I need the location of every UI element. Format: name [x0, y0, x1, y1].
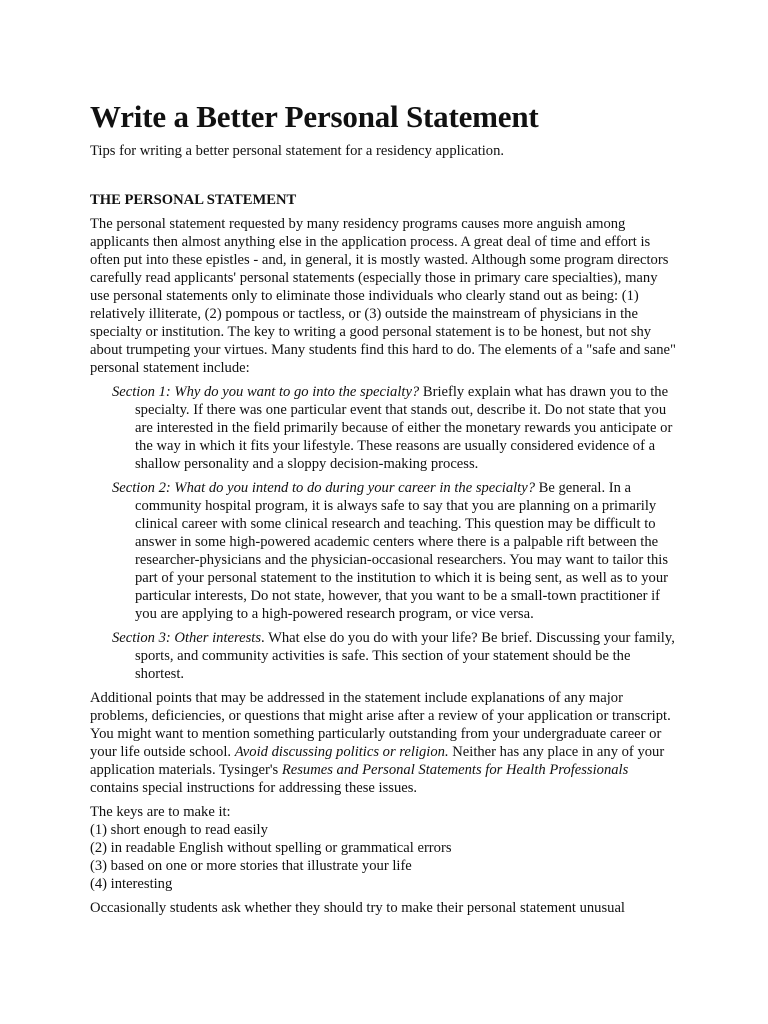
additional-part-2: Neither has any place in any of your application materials. Tysinger's	[90, 744, 665, 778]
section-2-label: Section 2: What do you intend to do during your career in the specialty?	[112, 480, 535, 496]
keys-list	[90, 803, 678, 893]
additional-part-1: Additional points that may be addressed in the statement include explanations of any major problems, deficiencies, or questions that might arise after a review of your application or transcript. You might want to mention something particularly outstanding from your undergraduate career or your life outside school.	[90, 690, 671, 760]
section-1-label: Section 1: Why do you want to go into the specialty?	[112, 384, 420, 400]
additional-paragraph	[90, 689, 678, 797]
keys-item-1: (1) short enough to read easily	[90, 822, 268, 838]
document-page	[90, 98, 678, 917]
closing-paragraph: Occasionally students ask whether they should try to make their personal statement unusual	[90, 900, 625, 916]
additional-part-3: contains special instructions for addressing these issues.	[90, 780, 418, 796]
book-title: Resumes and Personal Statements for Health Professionals	[281, 762, 629, 778]
keys-item-4: (4) interesting	[90, 876, 173, 892]
section-3-item	[112, 629, 678, 683]
section-3-text: . What else do you do with your life? Be brief. Discussing your family, sports, and community activities is safe. This section of your statement should be the shortest.	[135, 630, 675, 682]
page-subtitle: Tips for writing a better personal statement for a residency application.	[90, 143, 505, 159]
additional-emphasis-1: Avoid discussing politics or religion.	[234, 744, 449, 760]
section-3-label: Section 3: Other interests	[112, 630, 262, 646]
section-1-item	[112, 383, 678, 473]
keys-item-2: (2) in readable English without spelling or grammatical errors	[90, 840, 452, 856]
keys-intro: The keys are to make it:	[90, 804, 231, 820]
page-title: Write a Better Personal Statement	[90, 99, 539, 134]
section-2-text: Be general. In a community hospital program, it is always safe to say that you are planning on a primarily clinical career with some clinical research and teaching. This question may be difficult to answer in some high-powered academic centers where there is a palpable rift between the researcher-physicians and the physician-occasional researchers. You may want to tailor this part of your personal statement to the institution to which it is being sent, as well as to your particular interests, Do not state, however, that you want to be a small-town practitioner if you are applying to a high-powered research program, or vice versa.	[135, 480, 669, 622]
intro-paragraph: The personal statement requested by many residency programs causes more anguish among applicants then almost anything else in the application process. A great deal of time and effort is often put into these epistles - and, in general, it is mostly wasted. Although some program directors carefully read applicants' personal statements (especially those in primary care specialties), many use personal statements only to eliminate those individuals who clearly stand out as being: (1) relatively illiterate, (2) pompous or tactless, or (3) outside the mainstream of physicians in the specialty or institution. The key to writing a good personal statement is to be honest, but not shy about trumpeting your virtues. Many students find this hard to do. The elements of a "safe and sane" personal statement include:	[90, 216, 676, 376]
section-1-text: Briefly explain what has drawn you to the specialty. If there was one particular event that stands out, describe it. Do not state that you are interested in the field primarily because of either the monetary rewards you anticipate or the way in which it fits your lifestyle. These reasons are usually considered evidence of a shallow personality and a sloppy decision-making process.	[135, 384, 673, 472]
section-2-item	[112, 479, 678, 623]
section-heading: THE PERSONAL STATEMENT	[90, 192, 297, 208]
keys-item-3: (3) based on one or more stories that illustrate your life	[90, 858, 412, 874]
